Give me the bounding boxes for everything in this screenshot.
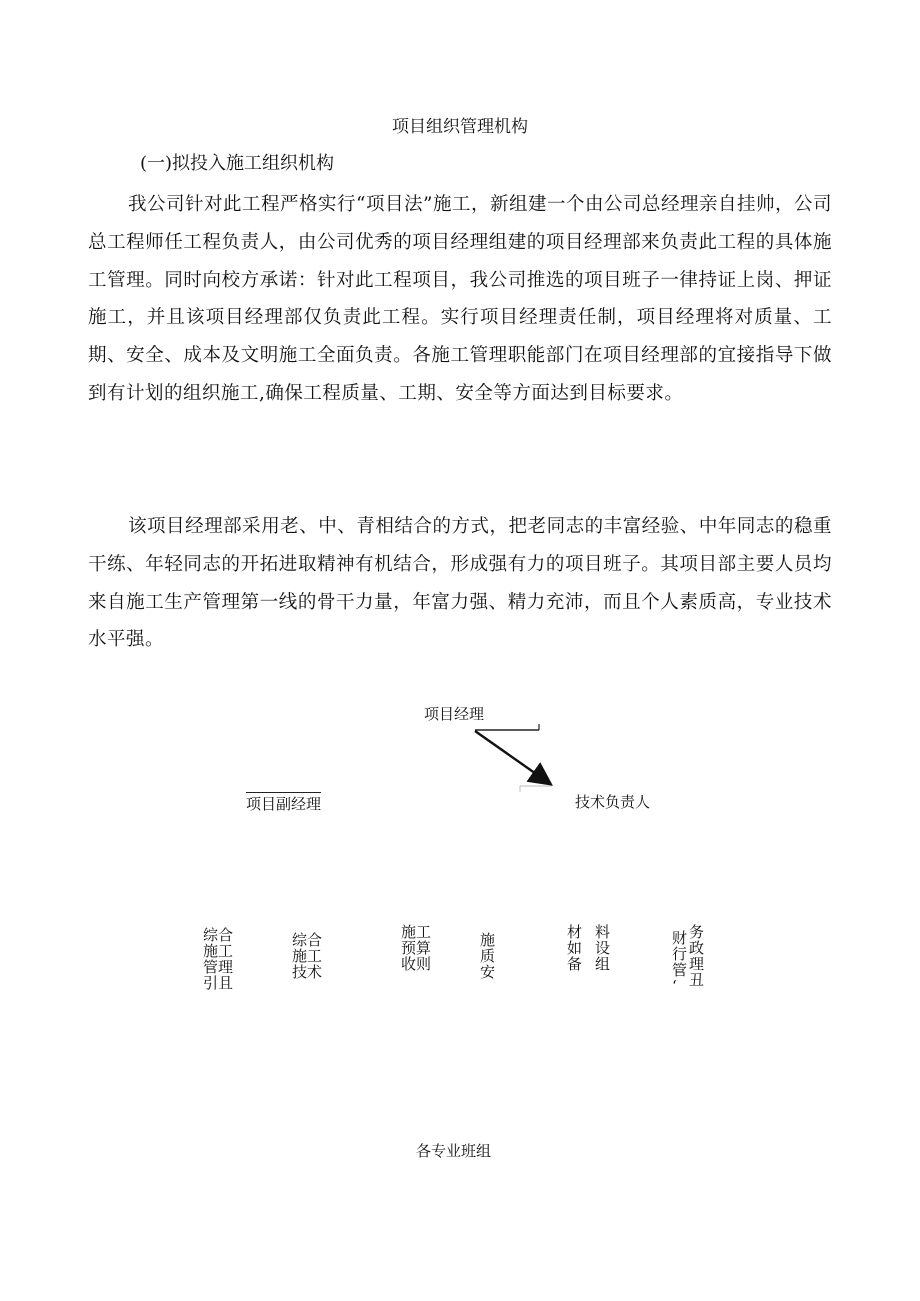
org-dept-general-construction: 综合 施工 管理 引且 [203, 926, 234, 992]
org-dept-finance-left: 财 行 管 ‘ [672, 929, 688, 995]
org-dept-finance-right: 务 政 理 丑 [689, 923, 705, 989]
page-title: 项目组织管理机构 [392, 117, 528, 137]
org-dept-general-technical: 综合 施工 技术 [292, 931, 323, 981]
org-node-deputy-manager: 项目副经理 [246, 792, 321, 814]
org-node-project-manager: 项目经理 [424, 705, 485, 723]
section-subtitle: (一)拟投入施工组织机构 [140, 153, 335, 174]
body-paragraph-2: 该项目经理部采用老、中、青相结合的方式，把老同志的丰富经验、中年同志的稳重干练、年轻同志的开拓进取精神有机结合，形成强有力的项目班子。其项目部主要人员均来自施工生产管理第一线的骨干力量，年富力强、精力充沛，而且个人素质高，专业技术水平强。 [88, 516, 832, 651]
org-node-technical-lead: 技术负责人 [575, 793, 651, 811]
org-dept-materials-right: 料 设 组 [595, 923, 611, 973]
org-dept-budget: 施工 预算 收则 [401, 923, 432, 973]
org-node-professional-teams: 各专业班组 [416, 1142, 492, 1160]
pm-to-tech-arrow [475, 731, 549, 783]
org-dept-materials-left: 材 如 备 [567, 923, 583, 973]
body-paragraph-1: 我公司针对此工程严格实行“项目法”施工，新组建一个由公司总经理亲自挂帅，公司总工程师任工程负责人，由公司优秀的项目经理组建的项目经理部来负责此工程的具体施工管理。同时向校方承诺：针对此工程项目，我公司推选的项目班子一律持证上岗、押证施工，并且该项目经理部仅负责此工程。实行项目经理责任制，项目经理将对质量、工期、安全、成本及文明施工全面负责。各施工管理职能部门在项目经理部的宜接指导下做到有计划的组织施工,确保工程质量、工期、安全等方面达到目标要求。 [88, 194, 832, 404]
org-dept-quality-safety: 施 质 安 [480, 931, 496, 981]
